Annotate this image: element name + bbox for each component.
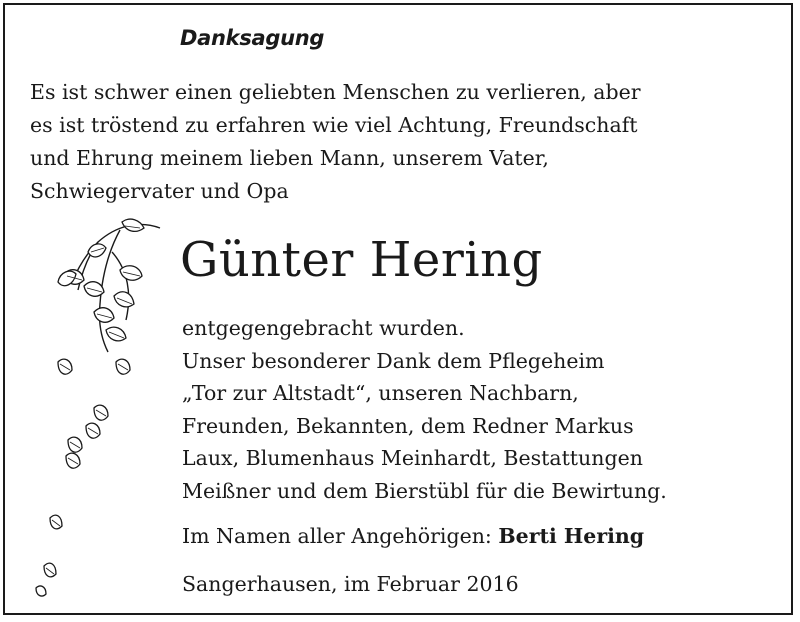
- thanks-line: Meißner und dem Bierstübl für die Bewirtung.: [182, 478, 667, 503]
- thanks-line: entgegengebracht wurden.: [182, 316, 465, 340]
- intro-text: [30, 76, 770, 208]
- leaf-branch-icon: [28, 212, 178, 607]
- intro-line: und Ehrung meinem lieben Mann, unserem Vater,: [30, 146, 549, 170]
- intro-line: Es ist schwer einen geliebten Menschen zu verlieren, aber: [30, 80, 641, 104]
- thanks-line: Unser besonderer Dank dem Pflegeheim: [182, 348, 605, 373]
- thanks-line: Laux, Blumenhaus Meinhardt, Bestattungen: [182, 446, 643, 470]
- notice-heading: Danksagung: [180, 26, 325, 50]
- thanks-line: „Tor zur Altstadt“, unseren Nachbarn,: [182, 381, 579, 405]
- intro-line: Schwiegervater und Opa: [30, 179, 289, 203]
- signature-name: Berti Hering: [498, 524, 645, 548]
- deceased-name: Günter Hering: [180, 232, 543, 288]
- intro-line: es ist tröstend zu erfahren wie viel Achtung, Freundschaft: [30, 113, 638, 137]
- place-date: Sangerhausen, im Februar 2016: [182, 572, 519, 596]
- signature-prefix: Im Namen aller Angehörigen:: [182, 524, 499, 548]
- signature-line: [182, 524, 644, 548]
- thanks-line: Freunden, Bekannten, dem Redner Markus: [182, 413, 634, 438]
- thanks-text: [182, 312, 667, 507]
